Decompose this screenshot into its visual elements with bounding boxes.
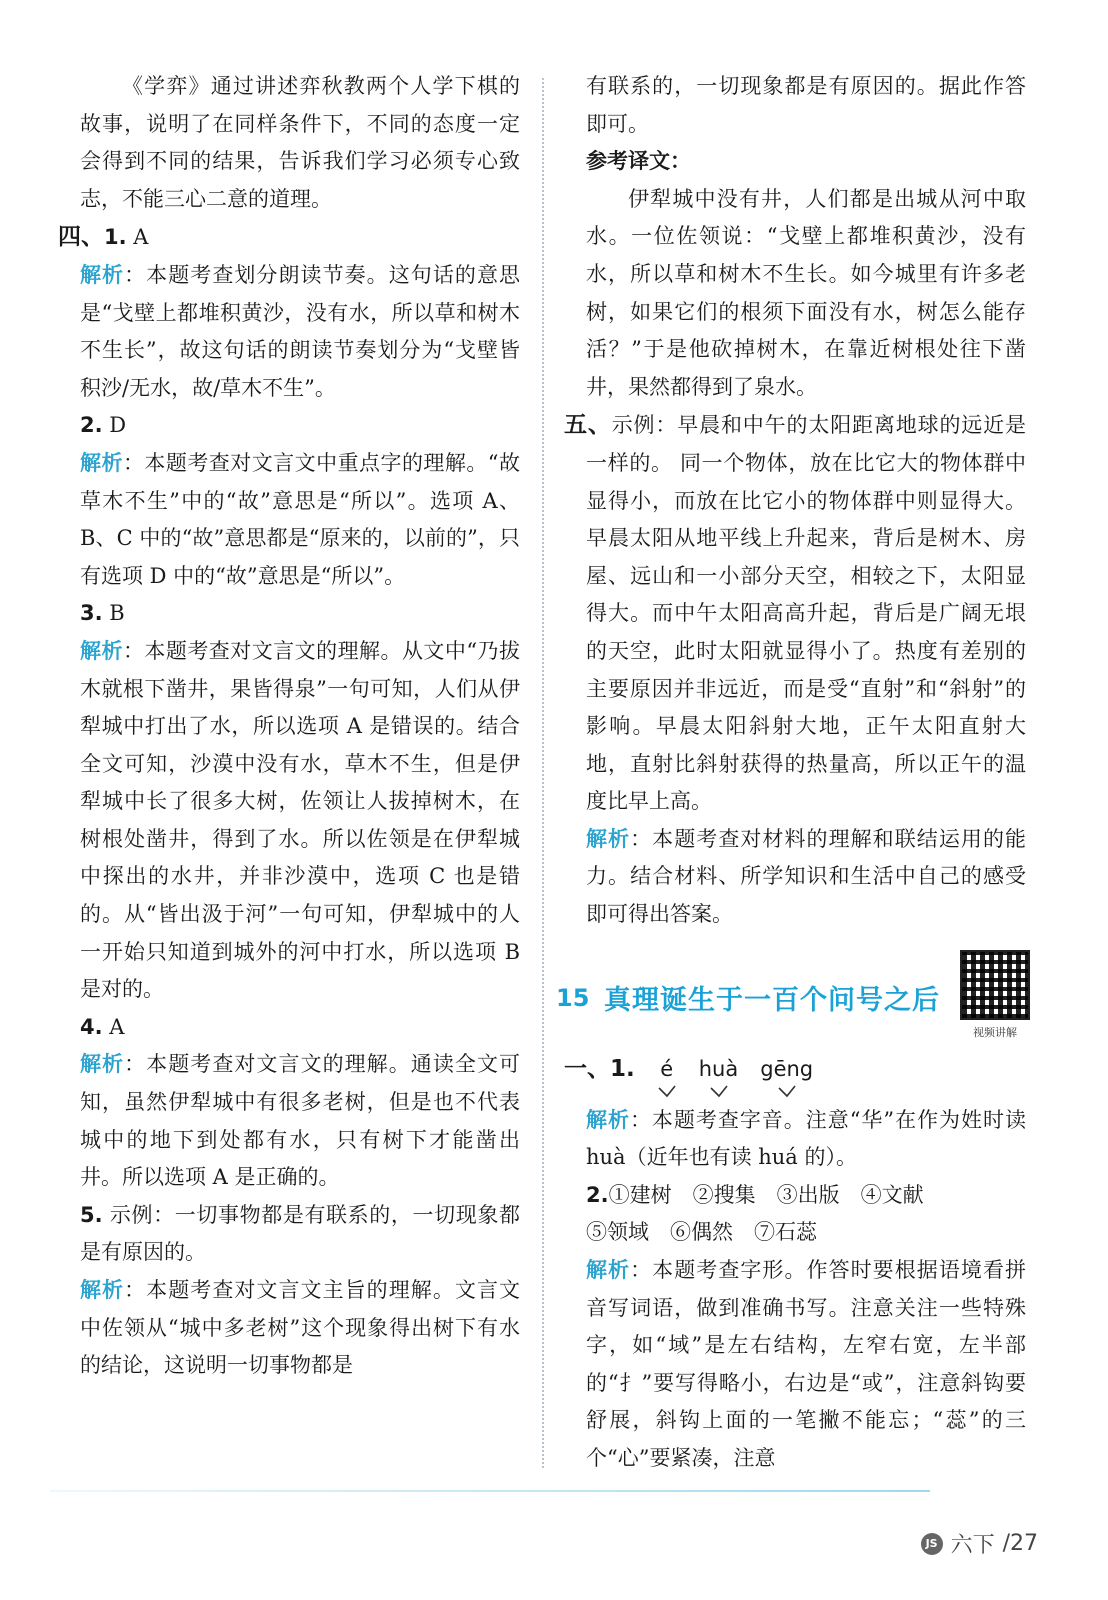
pinyin-item: huà xyxy=(699,1054,739,1098)
lesson-title: 真理诞生于一百个问号之后 xyxy=(604,985,940,1017)
analysis-text: ：本题考查对文言文中重点字的理解。“故草木不生”中的“故”意思是“所以”。选项 A、B、C 中的“故”意思都是“原来的，以前的”，只有选项 D 中的“故”意思是“所以”。 xyxy=(80,450,521,588)
answer-words: ①建树 ②搜集 ③出版 ④文献 xyxy=(608,1182,924,1207)
grade-label: 六下 xyxy=(950,1533,995,1558)
left-column xyxy=(58,68,521,1385)
question-number: 4. xyxy=(80,1014,103,1039)
analysis-q4 xyxy=(80,1046,520,1196)
analysis-label: 解析 xyxy=(80,638,123,663)
qr-label: 视频讲解 xyxy=(973,1025,1017,1039)
footer-rule xyxy=(50,1490,930,1492)
answer: A xyxy=(109,1014,125,1039)
check-icon xyxy=(777,1084,797,1098)
analysis-label: 解析 xyxy=(80,450,123,475)
pinyin-item: é xyxy=(657,1054,677,1098)
page-footer xyxy=(921,1528,1038,1559)
analysis-text: ：本题考查划分朗读节奏。这句话的意思是“戈壁上都堆积黄沙，没有水，所以草和树木不生长”，故这句话的朗读节奏划分为“戈壁皆积沙/无水，故/草木不生”。 xyxy=(80,262,521,400)
question-number: 2. xyxy=(80,413,103,438)
check-icon xyxy=(657,1084,677,1098)
answer: D xyxy=(109,413,127,438)
analysis-q2 xyxy=(80,445,520,595)
analysis-s1-q2 xyxy=(586,1252,1026,1478)
q5 xyxy=(80,1197,520,1272)
analysis-text: ：本题考查字音。注意“华”在作为姓时读 huà（近年也有读 huá 的）。 xyxy=(586,1107,1026,1170)
continued-paragraph: 有联系的，一切现象都是有原因的。据此作答即可。 xyxy=(586,74,1026,136)
pinyin-item: gēng xyxy=(760,1054,813,1098)
question-number: 2. xyxy=(586,1182,609,1207)
question-number: 5. xyxy=(80,1202,103,1227)
translation-label: 参考译文： xyxy=(586,149,691,174)
translation-text: 伊犁城中没有井，人们都是出城从河中取水。一位佐领说：“戈壁上都堆积黄沙，没有水，所以草和树木不生长。如今城里有许多老树，如果它们的根须下面没有水，树怎么能存活？”于是他砍掉树木，在靠近树根处往下凿井，果然都得到了泉水。 xyxy=(586,186,1026,399)
analysis-section-5 xyxy=(586,821,1026,934)
section-label: 四、 xyxy=(58,223,104,251)
edition-badge: JS xyxy=(921,1533,943,1555)
q2 xyxy=(80,407,520,445)
analysis-text: ：本题考查对文言文主旨的理解。文言文中佐领从“城中多老树”这个现象得出树下有水的结论，这说明一切事物都是 xyxy=(80,1278,521,1378)
section-5-answer xyxy=(564,406,1027,821)
analysis-text: ：本题考查字形。作答时要根据语境看拼音写词语，做到准确书写。注意关注一些特殊字，如“域”是左右结构，左窄右宽，左半部的“扌”要写得略小，右边是“或”，注意斜钩要舒展，斜钩上面的一笔撇不能忘；“蕊”的三个“心”要紧凑，注意 xyxy=(586,1258,1027,1470)
s1-q2 xyxy=(586,1177,1026,1215)
question-number: 1. xyxy=(104,225,127,250)
analysis-label: 解析 xyxy=(80,1278,125,1302)
analysis-label: 解析 xyxy=(586,826,631,851)
section-label: 五、 xyxy=(564,411,612,439)
q4 xyxy=(80,1009,520,1047)
analysis-text: ：本题考查对文言文的理解。通读全文可知，虽然伊犁城中有很多老树，但是也不代表城中的地下到处都有水，只有树下才能凿出井。所以选项 A 是正确的。 xyxy=(80,1052,521,1190)
section-1-q1 xyxy=(564,1054,1026,1098)
lesson-header xyxy=(556,950,1026,1046)
question-number: 3. xyxy=(80,601,103,626)
analysis-label: 解析 xyxy=(80,1052,125,1077)
analysis-label: 解析 xyxy=(586,1258,631,1283)
s1-q2-line2: ⑤领域 ⑥偶然 ⑦石蕊 xyxy=(586,1220,817,1245)
answer: 示例：早晨和中午的太阳距离地球的远近是一样的。 同一个物体，放在比它大的物体群中显得小，而放在比它小的物体群中则显得大。早晨太阳从地平线上升起来，背后是树木、房屋、远山和一小部分天空，相较之下，太阳显得大。而中午太阳高高升起，背后是广阔无垠的天空，此时太阳就显得小了。热度有差别的主要原因并非远近，而是受“直射”和“斜射”的影响。早晨太阳斜射大地，正午太阳直射大地，直射比斜射获得的热量高，所以正午的温度比早上高。 xyxy=(586,413,1027,814)
q3 xyxy=(80,595,520,633)
video-qr[interactable] xyxy=(960,950,1030,1040)
analysis-label: 解析 xyxy=(80,262,125,287)
answer: 示例：一切事物都是有联系的，一切现象都是有原因的。 xyxy=(80,1202,520,1265)
analysis-q1 xyxy=(80,257,520,407)
right-column xyxy=(556,68,1027,1478)
analysis-text: ：本题考查对材料的理解和联结运用的能力。结合材料、所学知识和生活中自己的感受即可得出答案。 xyxy=(586,826,1027,927)
intro-paragraph: 《学弈》通过讲述弈秋教两个人学下棋的故事，说明了在同样条件下，不同的态度一定会得到不同的结果，告诉我们学习必须专心致志，不能三心二意的道理。 xyxy=(80,74,520,211)
analysis-label: 解析 xyxy=(586,1107,630,1132)
section-label: 一、1. xyxy=(564,1054,635,1082)
analysis-q5 xyxy=(80,1272,520,1385)
answer: B xyxy=(109,601,125,626)
column-divider xyxy=(542,78,544,1468)
check-icon xyxy=(709,1084,729,1098)
analysis-text: ：本题考查对文言文的理解。从文中“乃拔木就根下凿井，果皆得泉”一句可知，人们从伊犁城中打出了水，所以选项 A 是错误的。结合全文可知，沙漠中没有水，草木不生，但是伊犁城中长了很多大树，佐领让人拔掉树木，在树根处凿井，得到了水。所以佐领是在伊犁城中探出的水井，并非沙漠中，选项 C 也是错的。从“皆出汲于河”一句可知，伊犁城中的人一开始只知道到城外的河中打水，所以选项 B 是对的。 xyxy=(80,638,521,1002)
analysis-s1-q1 xyxy=(586,1102,1026,1177)
answer: A xyxy=(133,225,149,250)
section-4-q1 xyxy=(58,218,520,257)
page-number: /27 xyxy=(1002,1531,1038,1556)
analysis-q3 xyxy=(80,633,520,1009)
lesson-number: 15 xyxy=(556,983,590,1012)
qr-code-icon[interactable] xyxy=(960,950,1030,1020)
